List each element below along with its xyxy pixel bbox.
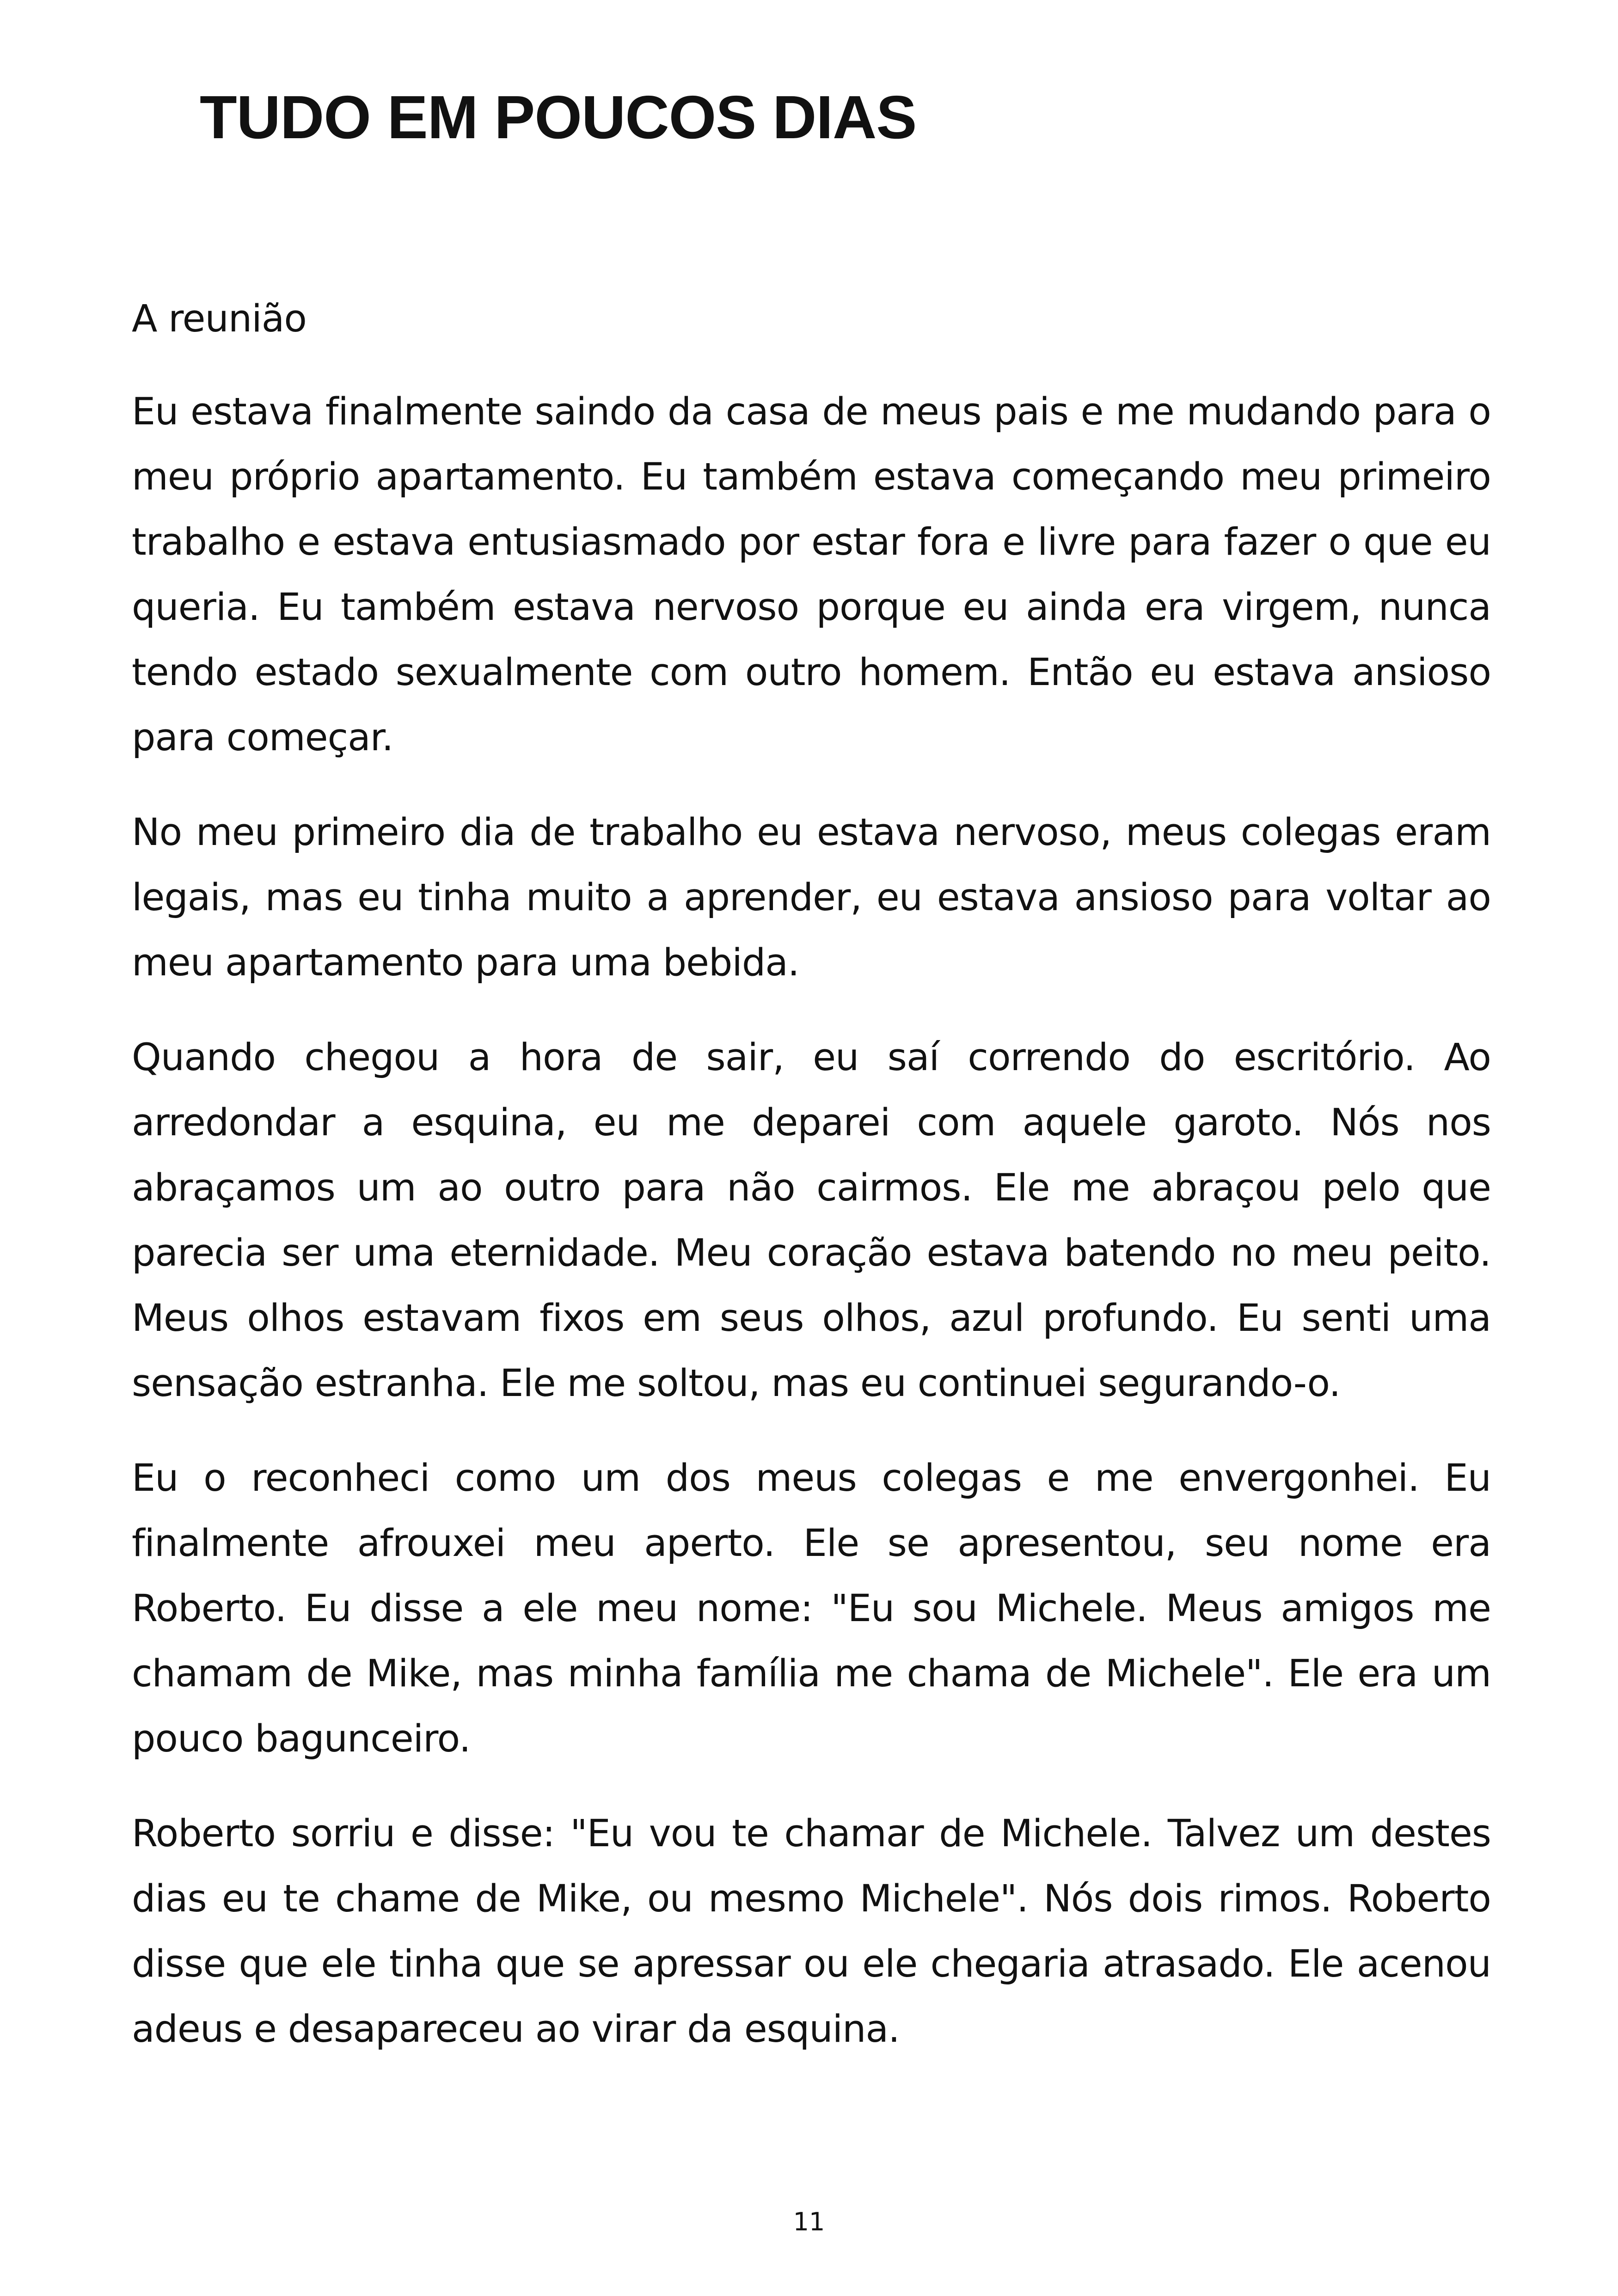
page-number: 11 <box>793 2207 825 2236</box>
paragraph-3: Quando chegou a hora de sair, eu saí correndo do escritório. Ao arredondar a esquina, eu me deparei com aquele garoto. Nós nos abraçamos um ao outro para não cairmos. Ele me abraçou pelo que parecia ser uma eternidade. Meu coração estava batendo no meu peito. Meus olhos estavam fixos em seus olhos, azul profundo. Eu senti uma sensação estranha. Ele me soltou, mas eu continuei segurando-o. <box>132 1036 1491 1405</box>
paragraph-4: Eu o reconheci como um dos meus colegas e me envergonhei. Eu finalmente afrouxei meu aperto. Ele se apresentou, seu nome era Roberto. Eu disse a ele meu nome: "Eu sou Michele. Meus amigos me chamam de Mike, mas minha família me chama de Michele". Ele era um pouco bagunceiro. <box>132 1457 1491 1761</box>
paragraph-1: Eu estava finalmente saindo da casa de meus pais e me mudando para o meu próprio apartamento. Eu também estava começando meu primeiro trabalho e estava entusiasmado por estar fora e livre para fazer o que eu queria. Eu também estava nervoso porque eu ainda era virgem, nunca tendo estado sexualmente com outro homem. Então eu estava ansioso para começar. <box>132 390 1491 759</box>
paragraph-2: No meu primeiro dia de trabalho eu estava nervoso, meus colegas eram legais, mas eu tinha muito a aprender, eu estava ansioso para voltar ao meu apartamento para uma bebida. <box>132 811 1491 985</box>
chapter-title: TUDO EM POUCOS DIAS <box>200 83 917 151</box>
chapter-body <box>132 287 1491 2092</box>
section-heading: A reunião <box>132 297 306 341</box>
paragraph-5: Roberto sorriu e disse: "Eu vou te chamar de Michele. Talvez um destes dias eu te chame de Mike, ou mesmo Michele". Nós dois rimos. Roberto disse que ele tinha que se apressar ou ele chegaria atrasado. Ele acenou adeus e desapareceu ao virar da esquina. <box>132 1812 1491 2051</box>
